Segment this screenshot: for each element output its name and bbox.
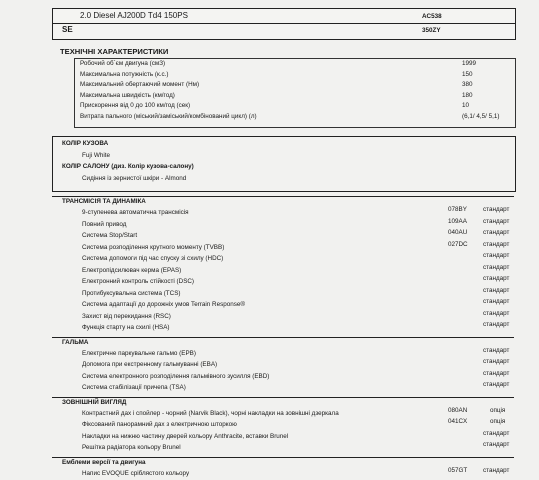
- feature-status: стандарт: [483, 466, 510, 474]
- feature-status: опція: [490, 406, 506, 414]
- feature-status: стандарт: [483, 309, 510, 317]
- feature-label: Система стабілізації причепа (TSA): [82, 384, 186, 391]
- feature-status: стандарт: [483, 263, 510, 271]
- tech-row-label: Максимальна швидкість (км/год): [80, 91, 175, 99]
- interior-color-title: КОЛІР САЛОНУ (диз. Колір кузова-салону): [62, 163, 194, 170]
- tech-row-value: 380: [462, 81, 473, 89]
- feature-label: Напис EVOQUE сріблястого кольору: [82, 469, 190, 477]
- feature-status: опція: [490, 418, 506, 425]
- tech-row-value: 150: [462, 70, 473, 78]
- tech-row-value: 10: [462, 102, 470, 110]
- feature-status: стандарт: [483, 240, 510, 248]
- header-divider: [53, 23, 515, 24]
- feature-code: 057GT: [448, 466, 468, 474]
- tech-row-value: 1999: [462, 60, 477, 67]
- feature-label: Система адаптації до дорожніх умов Terrain Response®: [82, 301, 246, 308]
- body-color-value: Fuji White: [82, 152, 110, 159]
- feature-code: 040AU: [448, 229, 468, 236]
- feature-status: стандарт: [483, 298, 510, 305]
- feature-code: 041CX: [448, 418, 468, 425]
- tech-row-label: Максимальна потужність (к.с.): [80, 70, 169, 78]
- feature-status: стандарт: [483, 286, 510, 294]
- feature-label: Система допомоги під час спуску зі схилу (HDC): [82, 255, 224, 262]
- feature-status: стандарт: [483, 252, 510, 259]
- section-divider: [52, 337, 514, 338]
- tech-row-label: Максимальний обертаючий момент (Нм): [80, 81, 200, 89]
- engine-code: AC538: [422, 13, 442, 20]
- feature-label: Електропідсилювач керма (EPAS): [82, 266, 182, 274]
- feature-label: Накладки на нижню частину дверей кольору Anthracite, вставки Brunel: [82, 432, 289, 440]
- feature-status: стандарт: [483, 346, 510, 354]
- section-title: ТРАНСМІСІЯ ТА ДИНАМІКА: [62, 198, 146, 205]
- feature-label: Протибуксувальна система (TCS): [82, 289, 181, 297]
- tech-row-value: (6,1/ 4,5/ 5,1): [462, 113, 500, 120]
- feature-code: 109AA: [448, 217, 467, 225]
- section-divider: [52, 457, 514, 458]
- tech-row-label: Прискорення від 0 до 100 км/год (сек): [80, 102, 191, 110]
- feature-code: 027DC: [448, 240, 468, 248]
- interior-color-value: Сидіння із зернистої шкіри - Almond: [82, 175, 187, 182]
- feature-label: Контрастний дах і спойлер - чорний (Narvik Black), чорні накладки на зовнішні дзеркала: [82, 409, 339, 417]
- tech-title: ТЕХНІЧНІ ХАРАКТЕРИСТИКИ: [60, 47, 169, 56]
- feature-status: стандарт: [483, 275, 510, 282]
- feature-label: Допомога при екстренному гальмуванні (EBA): [82, 361, 218, 368]
- feature-label: Захист від перекидання (RSC): [82, 312, 171, 320]
- feature-status: стандарт: [483, 429, 510, 437]
- feature-label: Фіксований панорамний дах з електричною шторкою: [82, 421, 237, 428]
- feature-status: стандарт: [483, 381, 510, 388]
- feature-label: Функція старту на схилі (HSA): [82, 324, 170, 331]
- section-title: ЗОВНІШНІЙ ВИГЛЯД: [62, 398, 127, 406]
- feature-status: стандарт: [483, 358, 510, 365]
- feature-label: Решітка радіатора кольору Brunel: [82, 444, 181, 451]
- tech-row-value: 180: [462, 91, 473, 99]
- feature-status: стандарт: [483, 229, 510, 236]
- feature-label: Система розподілення крутного моменту (TVBB): [82, 243, 225, 251]
- trim-code: 350ZY: [422, 27, 441, 34]
- feature-label: Повний привод: [82, 220, 127, 228]
- section-title: Емблеми версії та двигуна: [62, 458, 146, 466]
- feature-label: Електронний контроль стійкості (DSC): [82, 278, 195, 285]
- section-divider: [52, 196, 514, 197]
- section-divider: [52, 397, 514, 398]
- feature-label: Електричне паркувальне гальмо (EPB): [82, 349, 196, 357]
- feature-status: стандарт: [483, 369, 510, 377]
- trim-name: SE: [62, 25, 73, 34]
- feature-status: стандарт: [483, 441, 510, 448]
- body-color-title: КОЛІР КУЗОВА: [62, 140, 109, 147]
- feature-status: стандарт: [483, 217, 510, 225]
- feature-label: Система Stop/Start: [82, 232, 138, 239]
- section-title: ГАЛЬМА: [62, 338, 89, 346]
- tech-row-label: Витрата пального (міський/заміський/комбінований цикл) (л): [80, 113, 257, 120]
- feature-code: 080AN: [448, 406, 468, 414]
- feature-label: Система електронного розподілення гальмівного зусилля (EBD): [82, 372, 270, 380]
- engine-name: 2.0 Diesel AJ200D Td4 150PS: [80, 11, 188, 20]
- feature-status: стандарт: [483, 321, 510, 328]
- feature-status: стандарт: [483, 206, 510, 213]
- feature-code: 078BY: [448, 206, 467, 213]
- feature-label: 9-ступенева автоматична трансмісія: [82, 209, 189, 216]
- tech-row-label: Робочий об`єм двигуна (смЗ): [80, 60, 166, 67]
